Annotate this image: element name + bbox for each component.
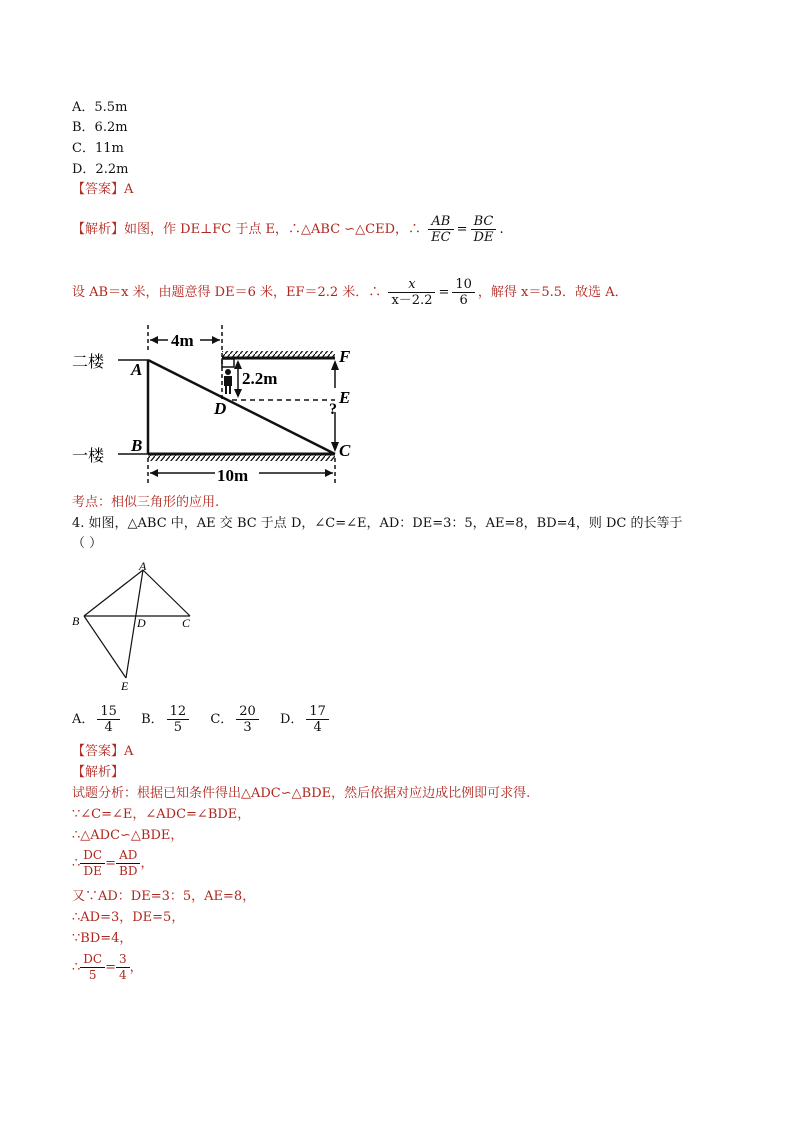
numerator: BC — [471, 214, 497, 230]
option-a: A．5.5m — [72, 100, 128, 115]
period: . — [499, 222, 504, 237]
label-4m: 4m — [171, 331, 194, 350]
label-d: D — [214, 399, 227, 418]
q4-option-d: D． — [279, 712, 304, 727]
denominator: 3 — [243, 720, 252, 735]
label-b: B — [72, 614, 80, 628]
label-e: E — [339, 388, 351, 407]
fraction-ad-bd — [116, 848, 140, 879]
q4-analysis-tag: 【解析】 — [72, 765, 125, 780]
q4-option-a: A． — [72, 712, 95, 727]
label-b: B — [131, 436, 143, 455]
analysis-line-2 — [72, 275, 628, 311]
label-c: C — [182, 616, 191, 630]
q4-line-5: 又∵AD：DE=3：5，AE=8， — [72, 889, 256, 904]
triangle-diagram — [68, 558, 208, 692]
q4-option-b: B． — [141, 712, 164, 727]
comma: ， — [140, 856, 154, 871]
label-floor1: 一楼 — [72, 448, 105, 465]
numerator: AB — [428, 214, 453, 230]
label-question: ? — [329, 401, 337, 418]
denominator: DE — [473, 230, 494, 245]
arrow-left — [150, 336, 158, 344]
q4-option-c-frac — [236, 704, 259, 735]
analysis-tag: 【解析】 — [72, 222, 125, 237]
answer: 【答案】A — [72, 182, 134, 197]
numerator: 12 — [167, 704, 190, 720]
numerator: 3 — [116, 952, 130, 968]
fraction-dc-de — [80, 848, 105, 879]
q4-line-2: ∵∠C=∠E，∠ADC=∠BDE， — [72, 807, 251, 822]
option-c: C．11m — [72, 141, 124, 156]
fraction-x — [388, 277, 435, 308]
option-b: B．6.2m — [72, 120, 128, 135]
label-2-2m: 2.2m — [242, 369, 278, 388]
analysis-text-3: ，解得 x＝5.5．故选 A． — [477, 285, 628, 300]
denominator: 5 — [173, 720, 183, 735]
label-a: A — [131, 360, 143, 379]
label-a: A — [139, 559, 147, 573]
fraction-dc-5 — [80, 952, 105, 983]
label-10m: 10m — [217, 466, 249, 485]
denominator: 4 — [119, 968, 127, 982]
therefore-symbol: ∴ — [72, 856, 81, 871]
comma: ， — [129, 960, 143, 975]
stairs-diagram — [60, 322, 370, 494]
numerator: 10 — [452, 277, 475, 293]
q4-option-b-frac — [167, 704, 190, 735]
q4-option-a-frac — [97, 704, 120, 735]
q4-line-4 — [72, 846, 153, 882]
analysis-line-1 — [72, 212, 504, 248]
equals: = — [105, 856, 116, 871]
fraction-ab-ec — [428, 214, 453, 245]
q4-line-7: ∵BD=4， — [72, 931, 133, 946]
fraction-3-4 — [116, 952, 130, 983]
q4-line-1: 试题分析：根据已知条件得出△ADC∽△BDE，然后依据对应边成比例即可求得. — [72, 786, 531, 801]
label-floor2: 二楼 — [72, 354, 105, 371]
q4-option-d-frac — [306, 704, 329, 735]
q4-line-6: ∴AD=3，DE=5， — [72, 910, 185, 925]
option-d: D．2.2m — [72, 162, 129, 177]
numerator: DC — [80, 952, 105, 968]
analysis-text-1: 如图，作 DE⊥FC 于点 E，∴△ABC ∽△CED，∴ — [124, 222, 422, 237]
numerator: AD — [116, 848, 140, 864]
q4-answer: 【答案】A — [72, 744, 134, 759]
q4-stem: 4. 如图，△ABC 中，AE 交 BC 于点 D，∠C=∠E，AD：DE=3：5，AE=8，BD=4，则 DC 的长等于 — [72, 516, 683, 531]
q4-paren: （ ） — [72, 536, 103, 551]
denominator: 5 — [88, 968, 97, 982]
q4-options — [72, 702, 332, 738]
analysis-text-2: 设 AB＝x 米，由题意得 DE＝6 米，EF＝2.2 米．∴ — [72, 285, 382, 300]
line-ab — [84, 570, 143, 616]
equals: = — [456, 222, 468, 237]
equals: = — [438, 285, 450, 300]
denominator: 6 — [459, 293, 468, 308]
denominator: DE — [83, 864, 102, 878]
equals: = — [105, 960, 116, 975]
fraction-10-6 — [452, 277, 475, 308]
line-ac — [143, 570, 190, 616]
denominator: 4 — [313, 720, 322, 735]
arrow-right — [212, 336, 220, 344]
label-e: E — [121, 679, 129, 692]
denominator: x－2.2 — [391, 293, 433, 308]
label-f: F — [339, 347, 351, 366]
line-be — [84, 616, 126, 678]
q4-line-3: ∴△ADC∽△BDE， — [72, 828, 184, 843]
kaodian: 考点：相似三角形的应用. — [72, 495, 220, 510]
numerator: x — [388, 277, 435, 293]
denominator: 4 — [104, 720, 113, 735]
person-icon — [222, 359, 234, 394]
q4-line-8 — [72, 950, 143, 986]
numerator: DC — [80, 848, 105, 864]
label-d: D — [137, 616, 146, 630]
therefore-symbol: ∴ — [72, 960, 81, 975]
denominator: EC — [431, 230, 451, 245]
fraction-bc-de — [471, 214, 497, 245]
numerator: 15 — [97, 704, 120, 720]
denominator: BD — [119, 864, 138, 878]
q4-option-c: C． — [210, 712, 234, 727]
numerator: 20 — [236, 704, 259, 720]
label-c: C — [339, 441, 351, 460]
numerator: 17 — [306, 704, 329, 720]
